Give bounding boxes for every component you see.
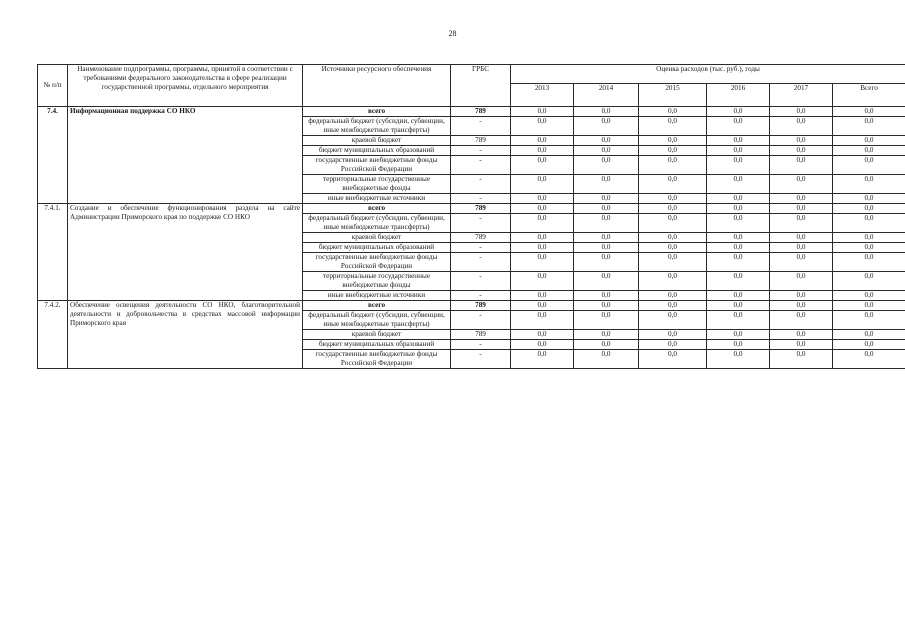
value-cell: 0,0 [574,146,639,156]
source-cell: федеральный бюджет (субсидии, субвенции, иные межбюджетные трансферты) [303,311,451,330]
value-cell: 0,0 [770,194,833,204]
value-cell: 0,0 [707,243,770,253]
value-total: 0,0 [833,330,905,340]
value-cell: 0,0 [639,175,707,194]
value-cell: 0,0 [707,156,770,175]
value-cell: 0,0 [511,330,574,340]
value-cell: 0,0 [770,107,833,117]
value-cell: 0,0 [511,233,574,243]
value-cell: 0,0 [639,146,707,156]
grbs-cell: - [451,117,511,136]
value-cell: 0,0 [770,272,833,291]
header-source: Источники ресурсного обеспечения [303,65,451,107]
row-number: 7.4.2. [38,301,68,369]
header-row [38,65,905,84]
header-year: 2015 [639,84,707,107]
value-cell: 0,0 [574,107,639,117]
value-cell: 0,0 [574,117,639,136]
value-cell: 0,0 [511,272,574,291]
grbs-cell: - [451,214,511,233]
value-total: 0,0 [833,107,905,117]
value-cell: 0,0 [574,330,639,340]
value-cell: 0,0 [770,175,833,194]
value-cell: 0,0 [770,243,833,253]
value-cell: 0,0 [639,204,707,214]
value-cell: 0,0 [511,146,574,156]
value-cell: 0,0 [770,136,833,146]
value-total: 0,0 [833,204,905,214]
source-cell: краевой бюджет [303,136,451,146]
value-cell: 0,0 [511,156,574,175]
value-cell: 0,0 [574,350,639,369]
source-cell: иные внебюджетные источники [303,291,451,301]
value-cell: 0,0 [707,291,770,301]
value-cell: 0,0 [707,301,770,311]
value-total: 0,0 [833,194,905,204]
value-cell: 0,0 [770,350,833,369]
grbs-cell: - [451,272,511,291]
grbs-cell: 789 [451,204,511,214]
value-total: 0,0 [833,243,905,253]
header-year: 2014 [574,84,639,107]
value-cell: 0,0 [639,340,707,350]
table-row [38,204,905,214]
source-cell: государственные внебюджетные фонды Российской Федерации [303,156,451,175]
value-cell: 0,0 [574,214,639,233]
item-name: Информационная поддержка СО НКО [68,107,303,204]
value-cell: 0,0 [511,311,574,330]
value-cell: 0,0 [511,107,574,117]
grbs-cell: - [451,350,511,369]
value-cell: 0,0 [707,175,770,194]
value-cell: 0,0 [707,233,770,243]
budget-table [37,64,905,369]
value-cell: 0,0 [574,311,639,330]
table-row [38,107,905,117]
value-total: 0,0 [833,156,905,175]
value-cell: 0,0 [707,330,770,340]
value-cell: 0,0 [574,340,639,350]
value-cell: 0,0 [639,156,707,175]
value-cell: 0,0 [639,243,707,253]
value-cell: 0,0 [639,214,707,233]
row-number: 7.4.1. [38,204,68,301]
value-cell: 0,0 [707,146,770,156]
value-cell: 0,0 [511,194,574,204]
grbs-cell: - [451,156,511,175]
value-cell: 0,0 [707,311,770,330]
grbs-cell: - [451,291,511,301]
value-cell: 0,0 [639,272,707,291]
grbs-cell: 789 [451,107,511,117]
source-cell: государственные внебюджетные фонды Российской Федерации [303,253,451,272]
value-cell: 0,0 [770,214,833,233]
value-cell: 0,0 [511,253,574,272]
value-total: 0,0 [833,233,905,243]
value-cell: 0,0 [639,194,707,204]
value-cell: 0,0 [574,156,639,175]
value-cell: 0,0 [574,233,639,243]
value-cell: 0,0 [639,136,707,146]
value-total: 0,0 [833,301,905,311]
value-cell: 0,0 [639,117,707,136]
value-cell: 0,0 [770,340,833,350]
value-cell: 0,0 [770,204,833,214]
value-total: 0,0 [833,214,905,233]
table-row [38,301,905,311]
value-cell: 0,0 [639,301,707,311]
value-cell: 0,0 [574,175,639,194]
value-total: 0,0 [833,291,905,301]
value-cell: 0,0 [639,350,707,369]
value-cell: 0,0 [574,194,639,204]
value-cell: 0,0 [511,175,574,194]
value-cell: 0,0 [707,253,770,272]
value-cell: 0,0 [574,204,639,214]
value-total: 0,0 [833,350,905,369]
value-cell: 0,0 [770,146,833,156]
value-cell: 0,0 [707,214,770,233]
grbs-cell: - [451,146,511,156]
source-cell: иные внебюджетные источники [303,194,451,204]
value-cell: 0,0 [574,291,639,301]
item-name: Создание и обеспечение функционирования раздела на сайте Администрации Приморского края по поддержке СО НКО [68,204,303,301]
value-cell: 0,0 [639,330,707,340]
value-total: 0,0 [833,175,905,194]
grbs-cell: - [451,175,511,194]
header-total: Всего [833,84,905,107]
header-name: Наименование подпрограммы, программы, принятой в соответствии с требованиями федерального законодательства в сфере реализации государственной программы, отдельного мероприятия [68,65,303,107]
value-cell: 0,0 [707,117,770,136]
value-cell: 0,0 [574,272,639,291]
page-number: 28 [448,29,457,38]
value-cell: 0,0 [707,204,770,214]
value-cell: 0,0 [770,117,833,136]
grbs-cell: 789 [451,136,511,146]
value-cell: 0,0 [574,301,639,311]
header-year: 2017 [770,84,833,107]
value-cell: 0,0 [574,253,639,272]
value-cell: 0,0 [574,136,639,146]
value-cell: 0,0 [639,291,707,301]
value-total: 0,0 [833,146,905,156]
source-cell: всего [303,301,451,311]
grbs-cell: - [451,243,511,253]
source-cell: всего [303,107,451,117]
value-cell: 0,0 [639,107,707,117]
value-cell: 0,0 [707,272,770,291]
value-cell: 0,0 [639,253,707,272]
source-cell: бюджет муниципальных образований [303,340,451,350]
value-cell: 0,0 [707,107,770,117]
value-total: 0,0 [833,340,905,350]
value-cell: 0,0 [574,243,639,253]
value-cell: 0,0 [511,136,574,146]
value-cell: 0,0 [511,301,574,311]
source-cell: федеральный бюджет (субсидии, субвенции, иные межбюджетные трансферты) [303,214,451,233]
value-cell: 0,0 [770,233,833,243]
value-cell: 0,0 [770,301,833,311]
value-cell: 0,0 [770,330,833,340]
grbs-cell: 789 [451,233,511,243]
header-grbs: ГРБС [451,65,511,107]
source-cell: краевой бюджет [303,233,451,243]
header-year: 2013 [511,84,574,107]
value-cell: 0,0 [770,311,833,330]
value-cell: 0,0 [511,204,574,214]
header-estimate: Оценка расходов (тыс. руб.), годы [511,65,905,84]
grbs-cell: - [451,194,511,204]
value-cell: 0,0 [770,156,833,175]
source-cell: бюджет муниципальных образований [303,146,451,156]
value-cell: 0,0 [707,136,770,146]
value-total: 0,0 [833,136,905,146]
value-cell: 0,0 [639,311,707,330]
value-cell: 0,0 [707,350,770,369]
value-cell: 0,0 [511,243,574,253]
value-total: 0,0 [833,272,905,291]
source-cell: территориальные государственные внебюджетные фонды [303,272,451,291]
item-name: Обеспечение освещения деятельности СО НКО, благотворительной деятельности и добровольчества в средствах массовой информации Приморского края [68,301,303,369]
header-year: 2016 [707,84,770,107]
value-total: 0,0 [833,311,905,330]
value-cell: 0,0 [511,117,574,136]
grbs-cell: - [451,311,511,330]
value-cell: 0,0 [707,340,770,350]
grbs-cell: 789 [451,301,511,311]
header-num: № п/п [38,65,68,107]
source-cell: федеральный бюджет (субсидии, субвенции, иные межбюджетные трансферты) [303,117,451,136]
grbs-cell: - [451,253,511,272]
value-cell: 0,0 [770,253,833,272]
value-cell: 0,0 [639,233,707,243]
value-cell: 0,0 [511,291,574,301]
value-cell: 0,0 [770,291,833,301]
value-total: 0,0 [833,117,905,136]
source-cell: государственные внебюджетные фонды Российской Федерации [303,350,451,369]
source-cell: краевой бюджет [303,330,451,340]
grbs-cell: 789 [451,330,511,340]
source-cell: бюджет муниципальных образований [303,243,451,253]
value-cell: 0,0 [511,340,574,350]
value-cell: 0,0 [707,194,770,204]
source-cell: всего [303,204,451,214]
value-cell: 0,0 [511,350,574,369]
grbs-cell: - [451,340,511,350]
value-total: 0,0 [833,253,905,272]
row-number: 7.4. [38,107,68,204]
source-cell: территориальные государственные внебюджетные фонды [303,175,451,194]
value-cell: 0,0 [511,214,574,233]
